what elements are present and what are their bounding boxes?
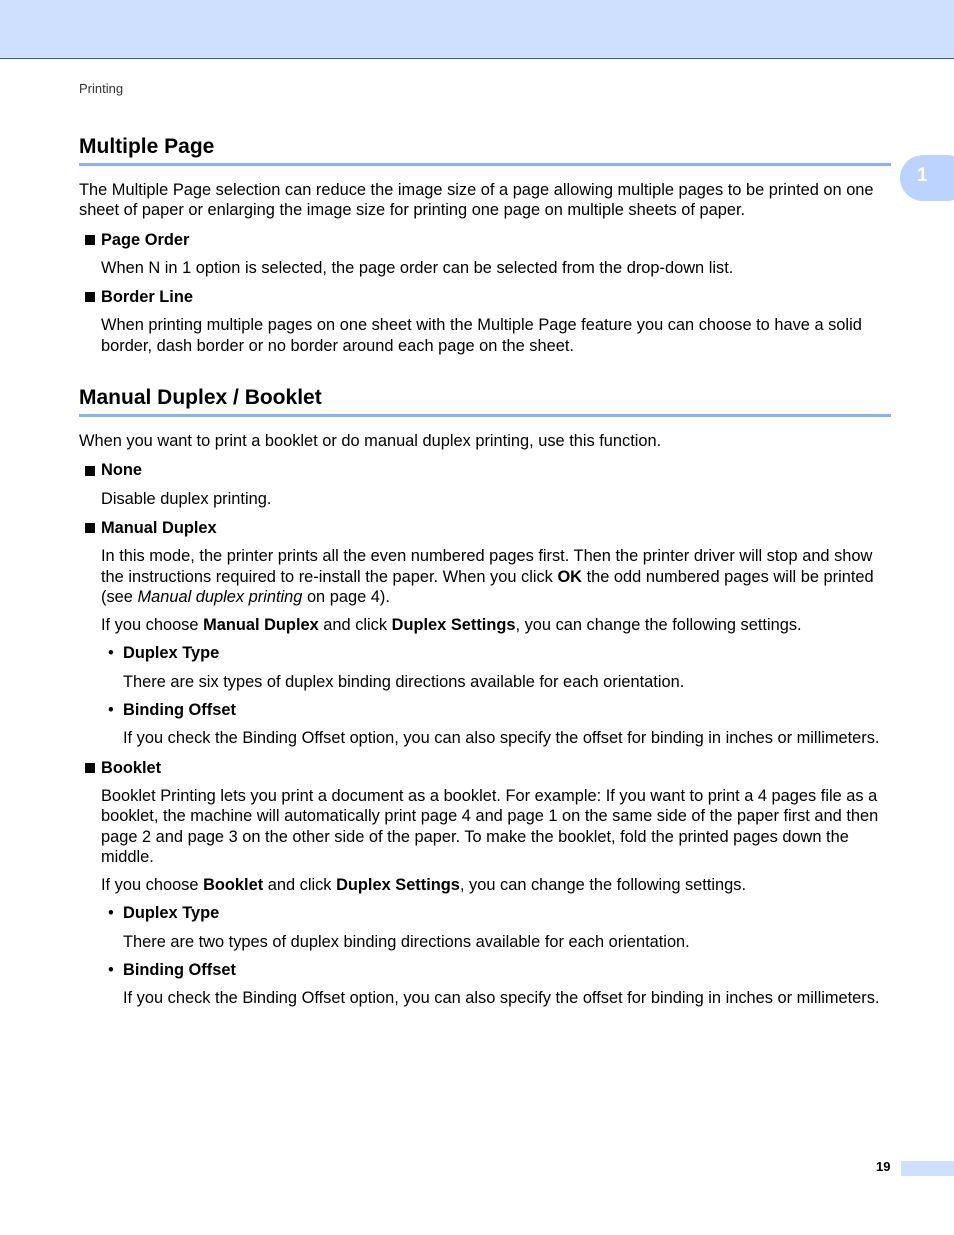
- section-heading-multiple-page: Multiple Page: [79, 134, 891, 166]
- bullet-icon: •: [108, 644, 114, 663]
- item-body: When N in 1 option is selected, the page order can be selected from the drop-down list.: [101, 258, 734, 277]
- item-body: In this mode, the printer prints all the even numbered pages first. Then the printer driver will stop and show the instructions required to re-install the paper. When you click OK the odd numbered pages will be printed (see Manual duplex printing on page 4).: [101, 547, 874, 606]
- item-body: Disable duplex printing.: [101, 489, 272, 508]
- section-intro: When you want to print a booklet or do manual duplex printing, use this function.: [79, 432, 662, 451]
- square-bullet-icon: [85, 763, 95, 773]
- subitem-heading-binding-offset: • Binding Offset: [108, 701, 236, 720]
- item-heading-page-order: Page Order: [85, 230, 891, 250]
- section-intro: The Multiple Page selection can reduce the image size of a page allowing multiple pages to be printed on one sheet of paper or enlarging the image size for printing one page on multiple sheets of paper.: [79, 181, 874, 220]
- item-heading-booklet: Booklet: [85, 758, 891, 778]
- section-heading-manual-duplex-booklet: Manual Duplex / Booklet: [79, 385, 891, 417]
- cross-reference-link[interactable]: Manual duplex printing: [137, 587, 303, 606]
- subitem-body: If you check the Binding Offset option, you can also specify the offset for binding in inches or millimeters.: [123, 989, 880, 1008]
- bullet-icon: •: [108, 961, 114, 980]
- square-bullet-icon: [85, 292, 95, 302]
- bullet-icon: •: [108, 701, 114, 720]
- subitem-body: If you check the Binding Offset option, you can also specify the offset for binding in inches or millimeters.: [123, 729, 880, 748]
- item-settings-note: If you choose Manual Duplex and click Duplex Settings, you can change the following settings.: [101, 616, 802, 635]
- bullet-icon: •: [108, 904, 114, 923]
- subitem-heading-duplex-type: • Duplex Type: [108, 904, 220, 923]
- item-settings-note: If you choose Booklet and click Duplex Settings, you can change the following settings.: [101, 876, 747, 895]
- item-body: Booklet Printing lets you print a document as a booklet. For example: If you want to print a 4 pages file as a booklet, the machine will automatically print page 4 and page 1 on the same side of the paper first and then page 2 and page 3 on the other side of the paper. To make the booklet, fold the printed pages down the middle.: [101, 786, 879, 866]
- header-band: [0, 0, 954, 59]
- page-number: 19: [876, 1159, 891, 1174]
- item-heading-manual-duplex: Manual Duplex: [85, 518, 891, 538]
- square-bullet-icon: [85, 466, 95, 476]
- subitem-heading-duplex-type: • Duplex Type: [108, 644, 220, 663]
- subitem-body: There are six types of duplex binding directions available for each orientation.: [123, 672, 685, 691]
- chapter-tab: [900, 155, 954, 201]
- page-number-bar: [901, 1161, 954, 1176]
- square-bullet-icon: [85, 523, 95, 533]
- item-heading-none: None: [85, 460, 891, 480]
- running-head: Printing: [79, 81, 124, 96]
- item-body: When printing multiple pages on one sheet with the Multiple Page feature you can choose to have a solid border, dash border or no border around each page on the sheet.: [101, 316, 862, 355]
- square-bullet-icon: [85, 235, 95, 245]
- page-content: [79, 134, 891, 1009]
- subitem-body: There are two types of duplex binding directions available for each orientation.: [123, 932, 690, 951]
- subitem-heading-binding-offset: • Binding Offset: [108, 961, 236, 980]
- chapter-number: 1: [917, 165, 928, 186]
- item-heading-border-line: Border Line: [85, 287, 891, 307]
